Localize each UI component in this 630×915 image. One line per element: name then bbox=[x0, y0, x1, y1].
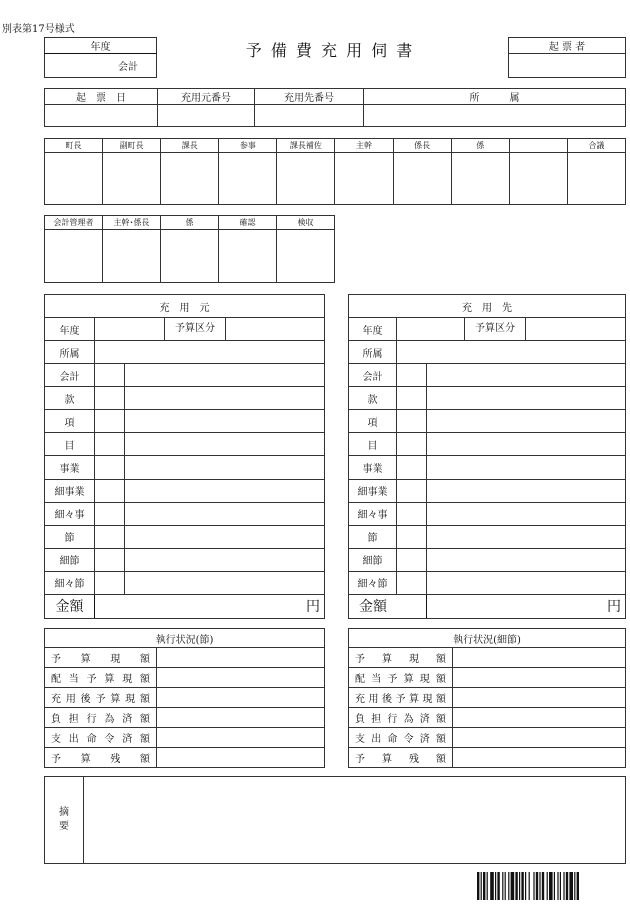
exec-row-label: 負担行為済額 bbox=[349, 708, 453, 728]
source-table bbox=[44, 294, 325, 619]
approval-header: 係長 bbox=[393, 139, 451, 153]
stamp-cell[interactable] bbox=[219, 230, 277, 283]
approval-header bbox=[509, 139, 567, 153]
dest-code-field[interactable] bbox=[397, 433, 427, 456]
nendo-label: 年度 bbox=[45, 38, 157, 54]
exec-value-field[interactable] bbox=[157, 668, 325, 688]
exec-table-left bbox=[44, 628, 325, 768]
dest-row-label: 細々節 bbox=[349, 571, 397, 594]
approval-header: 主幹 bbox=[335, 139, 393, 153]
dest-row-field[interactable] bbox=[427, 502, 626, 525]
approval-header: 町長 bbox=[45, 139, 103, 153]
exec-value-field[interactable] bbox=[453, 668, 626, 688]
kihyosha-field[interactable] bbox=[509, 54, 626, 78]
source-code-field[interactable] bbox=[95, 387, 125, 410]
stamp-cell[interactable] bbox=[277, 230, 335, 283]
dest-nendo-field[interactable] bbox=[397, 318, 465, 341]
stamp-cell[interactable] bbox=[277, 153, 335, 205]
stamp-cell[interactable] bbox=[45, 153, 103, 205]
exec-row-label: 支出命令済額 bbox=[45, 728, 157, 748]
source-code-field[interactable] bbox=[95, 548, 125, 571]
exec-value-field[interactable] bbox=[157, 748, 325, 768]
stamp-cell[interactable] bbox=[509, 153, 567, 205]
approval-header: 主幹･係長 bbox=[103, 216, 161, 230]
dest-row-field[interactable] bbox=[427, 548, 626, 571]
exec-table-right bbox=[348, 628, 626, 768]
exec-left-title: 執行状況(節) bbox=[45, 629, 325, 648]
approval-header: 係 bbox=[451, 139, 509, 153]
stamp-cell[interactable] bbox=[45, 230, 103, 283]
dest-row-label: 目 bbox=[349, 433, 397, 456]
source-code-field[interactable] bbox=[95, 525, 125, 548]
dest-yosan-kubun: 予算区分 bbox=[465, 318, 626, 341]
source-row-field[interactable] bbox=[125, 548, 325, 571]
source-row-label: 細々節 bbox=[45, 571, 95, 594]
dest-code-field[interactable] bbox=[397, 456, 427, 479]
info-header-kihyobi: 起 票 日 bbox=[45, 89, 158, 105]
barcode bbox=[477, 872, 619, 900]
dest-row-label: 事業 bbox=[349, 456, 397, 479]
source-row-field[interactable] bbox=[125, 433, 325, 456]
source-row-label: 会計 bbox=[45, 364, 95, 387]
source-code-field[interactable] bbox=[95, 571, 125, 594]
source-nendo-field[interactable] bbox=[95, 318, 165, 341]
approval-header: 合議 bbox=[567, 139, 625, 153]
dest-code-field[interactable] bbox=[397, 364, 427, 387]
stamp-cell[interactable] bbox=[567, 153, 625, 205]
dest-row-field[interactable] bbox=[427, 387, 626, 410]
source-row-field[interactable] bbox=[125, 525, 325, 548]
source-row-label: 所属 bbox=[45, 341, 95, 364]
year-account-box bbox=[44, 37, 157, 78]
source-code-field[interactable] bbox=[95, 502, 125, 525]
source-code-field[interactable] bbox=[95, 456, 125, 479]
exec-row-label: 配当予算現額 bbox=[349, 668, 453, 688]
approval-header: 検収 bbox=[277, 216, 335, 230]
exec-row-label: 充用後予算現額 bbox=[349, 688, 453, 708]
exec-right-title: 執行状況(細節) bbox=[349, 629, 626, 648]
dest-row-label: 細事業 bbox=[349, 479, 397, 502]
approval-header: 課長 bbox=[161, 139, 219, 153]
dest-row-label: 細節 bbox=[349, 548, 397, 571]
dest-row-label: 款 bbox=[349, 387, 397, 410]
dest-code-field[interactable] bbox=[397, 387, 427, 410]
exec-value-field[interactable] bbox=[157, 728, 325, 748]
dest-row-field[interactable] bbox=[427, 456, 626, 479]
source-amount-label: 金額 bbox=[45, 594, 95, 618]
approval-header: 確認 bbox=[219, 216, 277, 230]
dest-row-label: 所属 bbox=[349, 341, 397, 364]
source-row-field[interactable] bbox=[125, 502, 325, 525]
exec-value-field[interactable] bbox=[453, 688, 626, 708]
dest-no-field[interactable] bbox=[255, 105, 364, 127]
approval-header: 参事 bbox=[219, 139, 277, 153]
source-row-field[interactable] bbox=[125, 364, 325, 387]
kihyosha-box bbox=[508, 37, 626, 78]
exec-value-field[interactable] bbox=[157, 708, 325, 728]
info-header-shozoku: 所 属 bbox=[364, 89, 626, 105]
stamp-cell[interactable] bbox=[219, 153, 277, 205]
stamp-cell[interactable] bbox=[103, 230, 161, 283]
approval-header: 会計管理者 bbox=[45, 216, 103, 230]
exec-row-label: 充用後予算現額 bbox=[45, 688, 157, 708]
exec-row-label: 予算現額 bbox=[349, 648, 453, 668]
source-yosan-kubun: 予算区分 bbox=[165, 318, 325, 341]
stamp-cell[interactable] bbox=[103, 153, 161, 205]
source-row-field[interactable] bbox=[125, 479, 325, 502]
source-row-label: 細事業 bbox=[45, 479, 95, 502]
dest-row-field[interactable] bbox=[427, 571, 626, 594]
dest-row-field[interactable] bbox=[427, 433, 626, 456]
kihyobi-field[interactable] bbox=[45, 105, 158, 127]
source-row-label: 細節 bbox=[45, 548, 95, 571]
dest-code-field[interactable] bbox=[397, 502, 427, 525]
form-number: 別表第17号様式 bbox=[2, 24, 75, 35]
source-row-field[interactable] bbox=[125, 410, 325, 433]
stamp-cell[interactable] bbox=[161, 153, 219, 205]
info-header-dest-no: 充用先番号 bbox=[255, 89, 364, 105]
shozoku-field[interactable] bbox=[364, 105, 626, 127]
exec-value-field[interactable] bbox=[157, 648, 325, 668]
source-row-field[interactable] bbox=[125, 571, 325, 594]
remarks-table bbox=[44, 776, 626, 864]
source-row-label: 節 bbox=[45, 525, 95, 548]
dest-row-field[interactable] bbox=[427, 525, 626, 548]
source-code-field[interactable] bbox=[95, 410, 125, 433]
kaikei-label: 会計 bbox=[45, 54, 157, 78]
exec-row-label: 予算残額 bbox=[45, 748, 157, 768]
dest-amount-label: 金額 bbox=[349, 594, 427, 618]
source-row-label: 款 bbox=[45, 387, 95, 410]
dest-nendo-label: 年度 bbox=[349, 318, 397, 341]
exec-value-field[interactable] bbox=[157, 688, 325, 708]
source-code-field[interactable] bbox=[95, 433, 125, 456]
source-code-field[interactable] bbox=[95, 479, 125, 502]
dest-amount-field[interactable]: 円 bbox=[427, 594, 626, 618]
dest-row-field[interactable] bbox=[427, 410, 626, 433]
dest-title: 充 用 先 bbox=[349, 295, 626, 318]
remarks-field[interactable] bbox=[84, 777, 626, 864]
dest-code-field[interactable] bbox=[397, 525, 427, 548]
source-code-field[interactable] bbox=[95, 364, 125, 387]
dest-row-field[interactable] bbox=[427, 479, 626, 502]
source-no-field[interactable] bbox=[158, 105, 255, 127]
exec-value-field[interactable] bbox=[453, 708, 626, 728]
source-row-field[interactable] bbox=[125, 387, 325, 410]
dest-row-label: 細々事 bbox=[349, 502, 397, 525]
dest-row-field[interactable] bbox=[427, 364, 626, 387]
info-table bbox=[44, 88, 626, 127]
exec-row-label: 支出命令済額 bbox=[349, 728, 453, 748]
source-row-label: 項 bbox=[45, 410, 95, 433]
dest-code-field[interactable] bbox=[397, 410, 427, 433]
exec-row-label: 負担行為済額 bbox=[45, 708, 157, 728]
stamp-cell[interactable] bbox=[451, 153, 509, 205]
source-row-label: 事業 bbox=[45, 456, 95, 479]
source-nendo-label: 年度 bbox=[45, 318, 95, 341]
dest-row-label: 節 bbox=[349, 525, 397, 548]
approval-header: 課長補佐 bbox=[277, 139, 335, 153]
approval-header: 係 bbox=[161, 216, 219, 230]
source-row-label: 目 bbox=[45, 433, 95, 456]
remarks-label: 摘要 bbox=[45, 777, 84, 864]
stamp-cell[interactable] bbox=[161, 230, 219, 283]
exec-value-field[interactable] bbox=[453, 648, 626, 668]
exec-value-field[interactable] bbox=[453, 748, 626, 768]
page-title: 予 備 費 充 用 伺 書 bbox=[245, 41, 415, 60]
dest-row-field[interactable] bbox=[397, 341, 626, 364]
approval-table-1 bbox=[44, 138, 626, 205]
info-header-source-no: 充用元番号 bbox=[158, 89, 255, 105]
source-amount-field[interactable]: 円 bbox=[95, 594, 325, 618]
dest-row-label: 項 bbox=[349, 410, 397, 433]
stamp-cell[interactable] bbox=[393, 153, 451, 205]
source-row-label: 細々事 bbox=[45, 502, 95, 525]
exec-row-label: 予算現額 bbox=[45, 648, 157, 668]
source-row-field[interactable] bbox=[95, 341, 325, 364]
approval-header: 副町長 bbox=[103, 139, 161, 153]
exec-value-field[interactable] bbox=[453, 728, 626, 748]
kihyosha-label: 起 票 者 bbox=[509, 38, 626, 54]
exec-row-label: 予算残額 bbox=[349, 748, 453, 768]
dest-code-field[interactable] bbox=[397, 548, 427, 571]
dest-table bbox=[348, 294, 626, 619]
source-title: 充 用 元 bbox=[45, 295, 325, 318]
source-row-field[interactable] bbox=[125, 456, 325, 479]
exec-row-label: 配当予算現額 bbox=[45, 668, 157, 688]
dest-code-field[interactable] bbox=[397, 479, 427, 502]
dest-row-label: 会計 bbox=[349, 364, 397, 387]
approval-table-2 bbox=[44, 215, 335, 283]
stamp-cell[interactable] bbox=[335, 153, 393, 205]
dest-code-field[interactable] bbox=[397, 571, 427, 594]
